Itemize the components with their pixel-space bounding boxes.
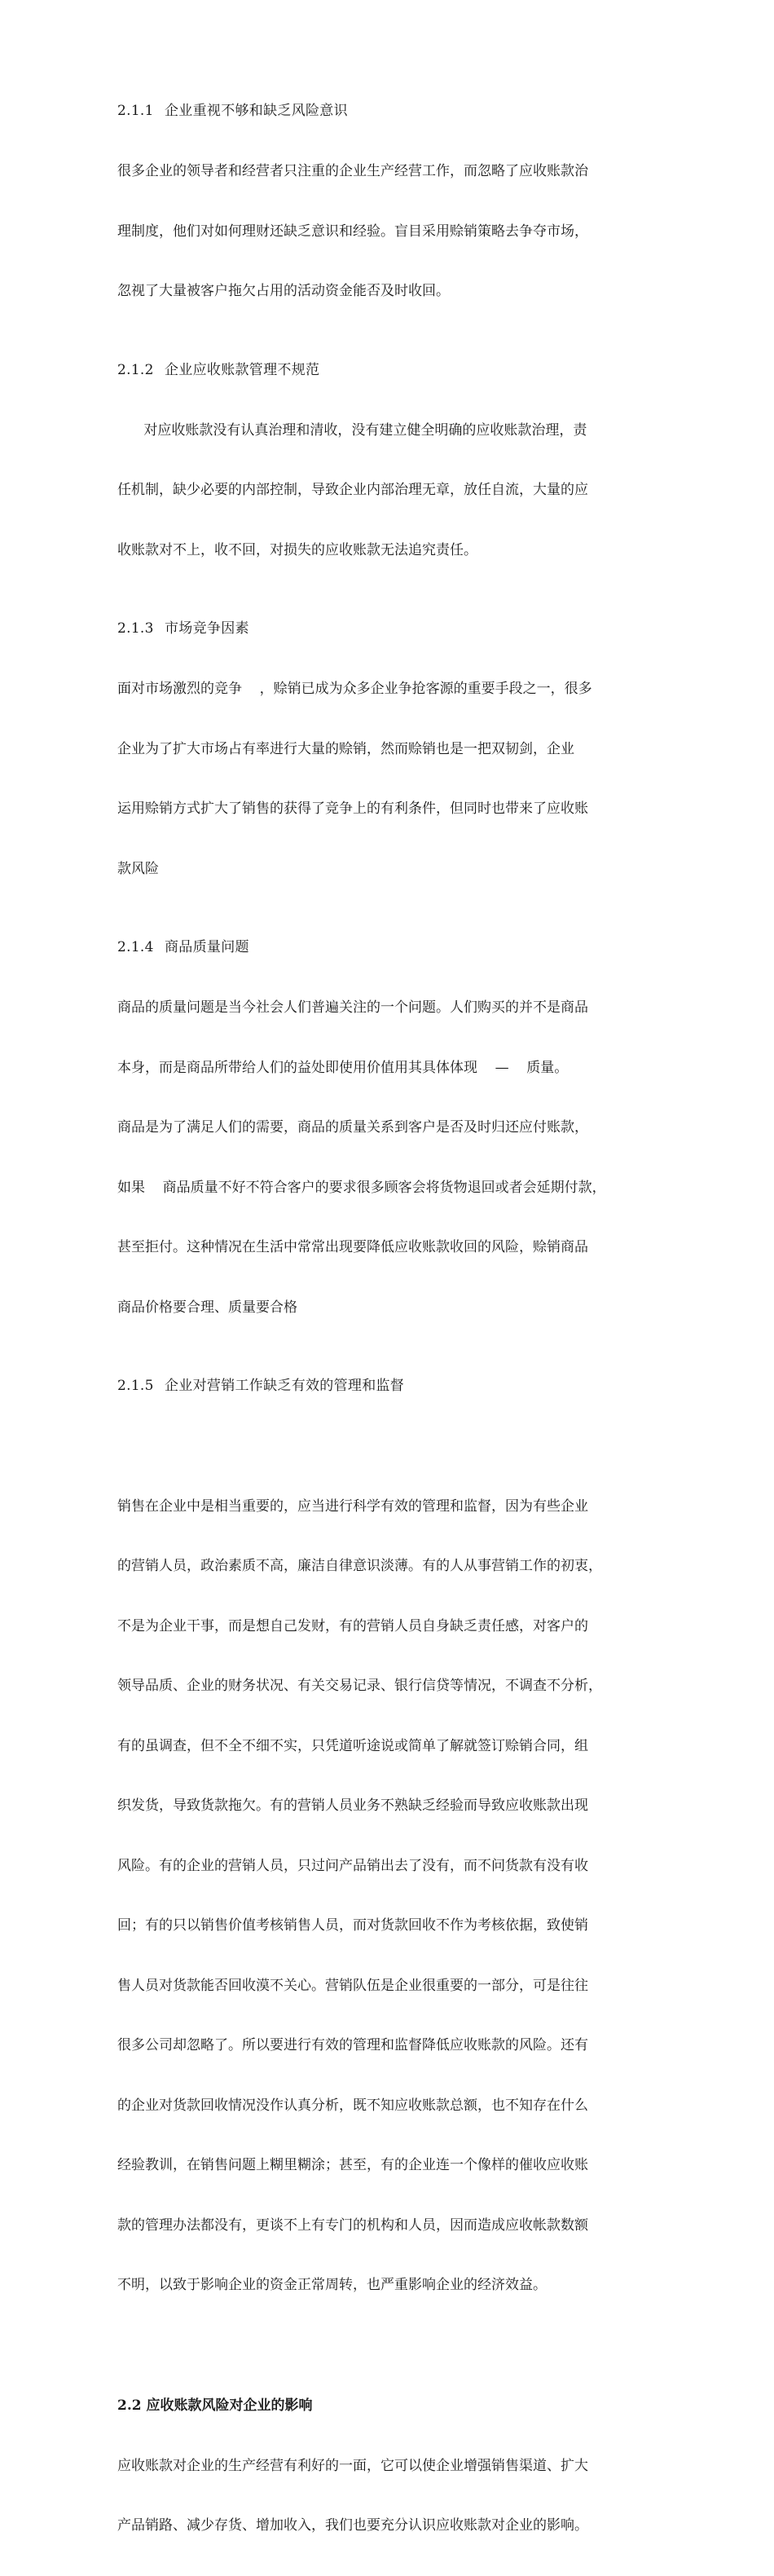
section-title: 市场竞争因素 [165,620,249,637]
section-2-1-5 [117,1376,676,2375]
paragraph-line: 本身，而是商品所带给人们的益处即使用价值用其具体体现 — 质量。 [117,1059,569,1076]
section-title: 商品质量问题 [165,939,249,955]
paragraph-line: 收账款对不上，收不回，对损失的应收账款无法追究责任。 [117,541,477,558]
section-2-1-3 [117,619,676,919]
paragraph-line: 回；有的只以销售价值考核销售人员，而对货款回收不作为考核依据，致使销 [117,1917,588,1934]
section-number: 2.1.4 [117,939,154,955]
paragraph-line: 很多公司却忽略了。所以要进行有效的管理和监督降低应收账款的风险。还有 [117,2037,588,2053]
section-number: 2.1.3 [117,620,154,637]
paragraph-line: 产品销路、减少存货、增加收入，我们也要充分认识应收账款对企业的影响。 [117,2517,588,2534]
section-number: 2.1.5 [117,1378,154,1394]
section-heading [117,937,676,958]
section-paragraph [117,1396,676,2375]
paragraph-line: 不明，以致于影响企业的资金正常周转，也严重影响企业的经济效益。 [117,2277,547,2293]
paragraph-line: 忽视了大量被客户拖欠占用的活动资金能否及时收回。 [117,283,450,299]
paragraph-line: 不是为企业干事，而是想自己发财，有的营销人员自身缺乏责任感，对客户的 [117,1617,588,1634]
section-title: 企业重视不够和缺乏风险意识 [165,103,348,119]
section-paragraph [117,639,676,919]
section-title: 企业对营销工作缺乏有效的管理和监督 [165,1378,405,1394]
section-number: 2.1.2 [117,361,154,378]
paragraph-line: 织发货，导致货款拖欠。有的营销人员业务不熟缺乏经验而导致应收账款出现 [117,1797,588,1814]
paragraph-line [117,1436,676,1457]
section-paragraph [117,958,676,1357]
paragraph-line: 商品的质量问题是当今社会人们普遍关注的一个问题。人们购买的并不是商品 [117,999,588,1016]
paragraph-line: 有的虽调查，但不全不细不实，只凭道听途说或简单了解就签订赊销合同，组 [117,1737,588,1754]
paragraph-line: 对应收账款没有认真治理和清收，没有建立健全明确的应收账款治理，责 [117,421,587,439]
paragraph-line: 款的管理办法都没有，更谈不上有专门的机构和人员，因而造成应收帐款数额 [117,2217,588,2234]
paragraph-line: 售人员对货款能否回收漠不关心。营销队伍是企业很重要的一部分，可是往往 [117,1977,588,1994]
paragraph-line: 风险。有的企业的营销人员，只过问产品销出去了没有，而不问货款有没有收 [117,1857,588,1874]
section-heading [117,360,676,381]
paragraph-line: 的企业对货款回收情况没作认真分析，既不知应收账款总额，也不知存在什么 [117,2097,588,2114]
paragraph-line: 企业为了扩大市场占有率进行大量的赊销，然而赊销也是一把双韧剑，企业 [117,740,574,757]
paragraph-line: 甚至拒付。这种情况在生活中常常出现要降低应收账款收回的风险，赊销商品 [117,1239,588,1255]
section-2-1-4 [117,937,676,1357]
paragraph-line: 销售在企业中是相当重要的，应当进行科学有效的管理和监督，因为有些企业 [117,1498,588,1515]
section-paragraph [117,121,676,342]
paragraph-line: 如果 商品质量不好不符合客户的要求很多顾客会将货物退回或者会延期付款， [117,1179,606,1196]
paragraph-line: 理制度，他们对如何理财还缺乏意识和经验。盲目采用赊销策略去争夺市场， [117,223,588,240]
section-2-2 [117,2396,676,2576]
paragraph-line: 款风险 [117,860,159,877]
paragraph-line: 很多企业的领导者和经营者只注重的企业生产经营工作，而忽略了应收账款治 [117,163,588,179]
paragraph-line: 商品是为了满足人们的需要，商品的质量关系到客户是否及时归还应付账款， [117,1119,588,1136]
section-heading [117,619,676,639]
paragraph-line: 运用赊销方式扩大了销售的获得了竞争上的有利条件，但同时也带来了应收账 [117,801,588,817]
section-2-1-1 [117,101,676,342]
paragraph-line: 面对市场激烈的竞争 ，赊销已成为众多企业争抢客源的重要手段之一，很多 [117,681,592,697]
section-title: 企业应收账款管理不规范 [165,361,320,378]
paragraph-line: 的营销人员，政治素质不高，廉洁自律意识淡薄。有的人从事营销工作的初衷， [117,1558,602,1574]
paragraph-line: 领导品质、企业的财务状况、有关交易记录、银行信贷等情况，不调查不分析， [117,1678,602,1694]
section-2-1-2 [117,360,676,601]
section-heading-bold: 2.2 应收账款风险对企业的影响 [117,2397,313,2414]
paragraph-line: 商品价格要合理、质量要合格 [117,1299,297,1316]
section-heading [117,1376,676,1396]
paragraph-line: 应收账款对企业的生产经营有利好的一面，它可以使企业增强销售渠道、扩大 [117,2457,588,2474]
paragraph-line: 经验教训，在销售问题上糊里糊涂；甚至，有的企业连一个像样的催收应收账 [117,2157,588,2173]
section-paragraph [117,381,676,601]
section-heading [117,101,676,121]
paragraph-line: 任机制，缺少必要的内部控制，导致企业内部治理无章，放任自流，大量的应 [117,482,588,498]
section-paragraph [117,2416,676,2576]
section-number: 2.1.1 [117,103,154,119]
